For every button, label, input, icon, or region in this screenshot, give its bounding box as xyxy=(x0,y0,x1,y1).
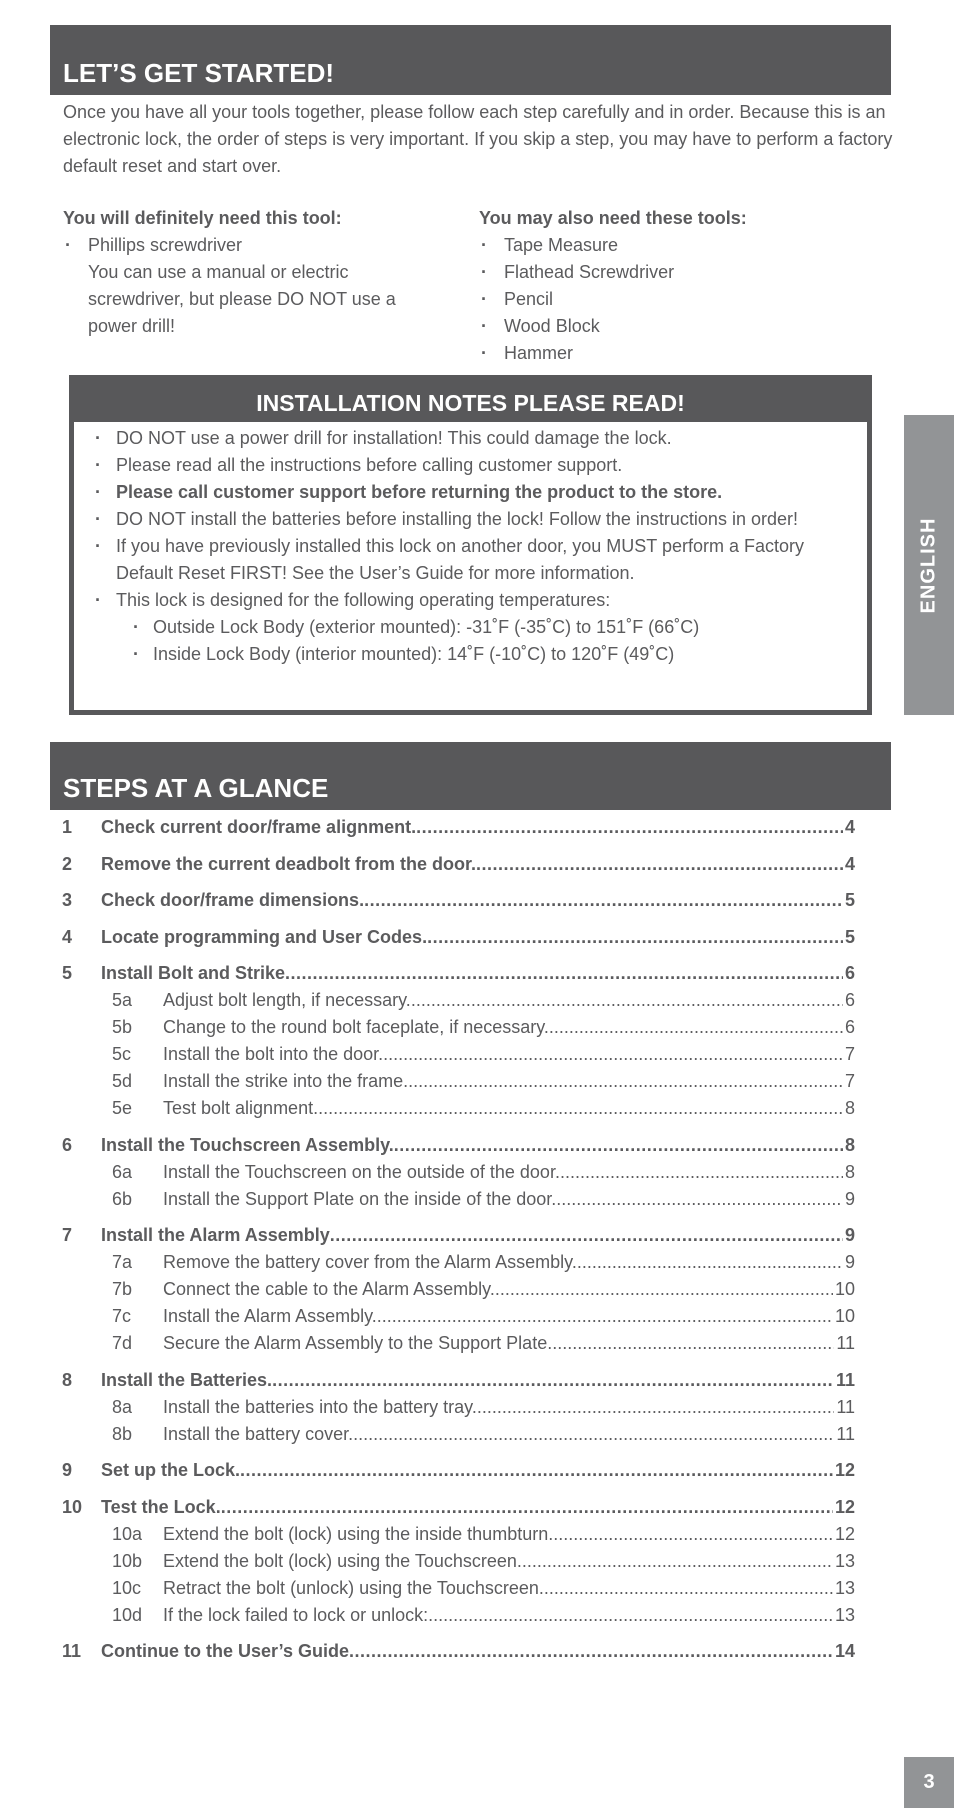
list-item: · DO NOT install the batteries before installing the lock! Follow the instructions in order! xyxy=(93,506,827,533)
toc-step-label: Continue to the User’s Guide xyxy=(101,1641,350,1661)
toc-step-label: Secure the Alarm Assembly to the Support Plate. xyxy=(163,1333,553,1353)
toc-dot-leader xyxy=(556,1186,843,1213)
toc-row xyxy=(62,1494,855,1521)
toc-step-number: 6 xyxy=(62,1134,73,1155)
toc-dot-leader xyxy=(544,1575,833,1602)
toc-dot-leader xyxy=(427,924,843,951)
list-item: · Hammer xyxy=(479,340,859,367)
toc-step-label: Test the Lock. xyxy=(101,1496,221,1517)
toc-page-number: 6 xyxy=(844,963,855,983)
section-title: STEPS AT A GLANCE xyxy=(63,773,329,803)
toc-dot-leader xyxy=(394,1132,843,1159)
toc-page-number: 13 xyxy=(834,1577,855,1598)
toc-step-label: Install the Alarm Assembly. xyxy=(163,1306,377,1326)
toc-step-number: 10d xyxy=(112,1604,143,1625)
toc-step-label: Test bolt alignment. xyxy=(163,1098,319,1118)
language-tab-label: ENGLISH xyxy=(917,517,940,613)
optional-tools xyxy=(479,205,859,367)
toc-row xyxy=(62,1014,855,1041)
list-item xyxy=(63,232,433,340)
toc-step-number: 5b xyxy=(112,1017,133,1037)
toc-dot-leader xyxy=(552,1330,834,1357)
intro-paragraph: Once you have all your tools together, please follow each step carefully and in order. Because this is an electronic lock, the order of steps is very important. If you skip a step, you may have to perform a factory default reset and start over. xyxy=(63,102,893,176)
toc-step-number: 10c xyxy=(112,1577,142,1598)
toc-step-number: 10 xyxy=(62,1496,83,1517)
toc-step-number: 5a xyxy=(112,990,133,1010)
toc-step-label: Install the strike into the frame. xyxy=(163,1071,409,1091)
toc-page-number: 11 xyxy=(836,1423,855,1444)
toc-step-number: 10b xyxy=(112,1550,143,1571)
section-banner-steps xyxy=(50,742,891,810)
toc-step-label: Install the batteries into the battery tray. xyxy=(163,1396,477,1417)
toc-row xyxy=(62,960,855,987)
list-item: · If you have previously installed this lock on another door, you MUST perform a Factory Default Reset FIRST! See the User’s Guide for more information. xyxy=(93,533,827,587)
list-item xyxy=(93,587,827,668)
toc-row xyxy=(62,1575,855,1602)
list-item: · Tape Measure xyxy=(479,232,859,259)
toc-page-number: 9 xyxy=(844,1188,855,1209)
required-tool-note: You can use a manual or electric screwdriver, but please DO NOT use a power drill! xyxy=(88,262,396,336)
toc-page-number: 4 xyxy=(844,853,855,874)
toc-step-number: 1 xyxy=(62,817,73,837)
toc-row xyxy=(62,1186,855,1213)
toc-step-label: Locate programming and User Codes. xyxy=(101,926,428,947)
toc-dot-leader xyxy=(221,1494,833,1521)
toc-step-number: 7b xyxy=(112,1279,133,1299)
toc-dot-leader xyxy=(349,1638,833,1665)
toc-row xyxy=(62,987,855,1014)
toc-step-number: 6b xyxy=(112,1188,133,1209)
installation-notes-title: INSTALLATION NOTES PLEASE READ! xyxy=(74,380,867,422)
toc-dot-leader xyxy=(330,1222,843,1249)
toc-step-label: Extend the bolt (lock) using the Touchscreen. xyxy=(163,1550,522,1571)
toc-dot-leader xyxy=(353,1421,834,1448)
toc-row xyxy=(62,1222,855,1249)
toc-page-number: 7 xyxy=(844,1044,855,1064)
toc-step-label: Set up the Lock. xyxy=(101,1460,241,1480)
toc-dot-leader xyxy=(383,1041,843,1068)
toc-step-number: 5d xyxy=(112,1071,133,1091)
toc-row xyxy=(62,1394,855,1421)
toc-step-label: If the lock failed to lock or unlock: xyxy=(163,1604,429,1625)
toc-page-number: 8 xyxy=(844,1161,855,1182)
toc-dot-leader xyxy=(416,814,843,841)
toc-page-number: 14 xyxy=(834,1641,855,1661)
optional-tools-heading: You may also need these tools: xyxy=(479,208,747,228)
toc-row xyxy=(62,1249,855,1276)
toc-row xyxy=(62,1303,855,1330)
toc-dot-leader xyxy=(377,1303,833,1330)
toc-step-label: Install the Alarm Assembly xyxy=(101,1225,330,1245)
toc-step-label: Install the Batteries. xyxy=(101,1369,273,1390)
temperature-intro: This lock is designed for the following operating temperatures: xyxy=(116,590,611,610)
toc-dot-leader xyxy=(549,1014,843,1041)
section-title: LET’S GET STARTED! xyxy=(63,58,335,88)
toc-step-number: 8b xyxy=(112,1423,133,1444)
list-item: · Inside Lock Body (interior mounted): 14˚F (-10˚C) to 120˚F (49˚C) xyxy=(131,641,827,668)
toc-step-number: 5 xyxy=(62,963,73,983)
list-item: · Flathead Screwdriver xyxy=(479,259,859,286)
toc-page-number: 13 xyxy=(834,1604,855,1625)
toc-step-number: 9 xyxy=(62,1460,73,1480)
toc-step-number: 7d xyxy=(112,1333,133,1353)
toc-dot-leader xyxy=(577,1249,843,1276)
toc-step-label: Adjust bolt length, if necessary. xyxy=(163,990,411,1010)
list-item: · DO NOT use a power drill for installation! This could damage the lock. xyxy=(93,425,827,452)
list-item: · Please call customer support before returning the product to the store. xyxy=(93,479,827,506)
toc-step-number: 7a xyxy=(112,1252,133,1272)
toc-step-label: Check current door/frame alignment. xyxy=(101,817,417,837)
list-item: · Pencil xyxy=(479,286,859,313)
page-number: 3 xyxy=(904,1757,954,1808)
toc-dot-leader xyxy=(477,1394,834,1421)
toc-step-label: Remove the battery cover from the Alarm Assembly. xyxy=(163,1252,577,1272)
toc-step-number: 7c xyxy=(112,1306,132,1326)
toc-dot-leader xyxy=(240,1457,833,1484)
toc-step-label: Check door/frame dimensions. xyxy=(101,890,365,910)
toc-page-number: 13 xyxy=(834,1550,855,1571)
required-tool-name: Phillips screwdriver xyxy=(88,235,243,255)
list-item: · Outside Lock Body (exterior mounted): -31˚F (-35˚C) to 151˚F (66˚C) xyxy=(131,614,827,641)
toc-row xyxy=(62,1095,855,1122)
toc-step-number: 8a xyxy=(112,1396,133,1417)
toc-row xyxy=(62,887,855,914)
toc-step-number: 7 xyxy=(62,1225,73,1245)
toc-step-number: 10a xyxy=(112,1523,143,1544)
toc-step-label: Install the Support Plate on the inside of the door. xyxy=(163,1188,557,1209)
toc-step-label: Retract the bolt (unlock) using the Touchscreen. xyxy=(163,1577,544,1598)
toc-dot-leader xyxy=(522,1548,833,1575)
toc-page-number: 9 xyxy=(844,1252,855,1272)
list-item: · Please read all the instructions before calling customer support. xyxy=(93,452,827,479)
toc-row xyxy=(62,1521,855,1548)
toc-row xyxy=(62,924,855,951)
toc-dot-leader xyxy=(428,1602,833,1629)
toc-step-number: 11 xyxy=(62,1641,82,1661)
toc-page-number: 10 xyxy=(834,1279,855,1299)
toc-row xyxy=(62,1421,855,1448)
toc-dot-leader xyxy=(364,887,843,914)
toc-step-number: 4 xyxy=(62,926,73,947)
toc-page-number: 12 xyxy=(834,1523,855,1544)
toc-page-number: 8 xyxy=(844,1134,855,1155)
required-tools xyxy=(63,205,433,340)
toc-step-label: Install the battery cover. xyxy=(163,1423,354,1444)
toc-step-number: 5e xyxy=(112,1098,133,1118)
toc-step-label: Connect the cable to the Alarm Assembly. xyxy=(163,1279,495,1299)
toc-page-number: 12 xyxy=(834,1496,855,1517)
toc-page-number: 9 xyxy=(844,1225,855,1245)
toc-row xyxy=(62,1330,855,1357)
toc-page-number: 6 xyxy=(844,1017,855,1037)
required-tools-heading: You will definitely need this tool: xyxy=(63,208,342,228)
section-banner-getting-started xyxy=(50,25,891,95)
toc-dot-leader xyxy=(408,1068,843,1095)
installation-notes-box xyxy=(69,375,872,715)
toc-row xyxy=(62,1548,855,1575)
language-tab xyxy=(904,415,954,715)
toc-step-label: Change to the round bolt faceplate, if necessary. xyxy=(163,1017,549,1037)
toc-dot-leader xyxy=(318,1095,843,1122)
toc-page-number: 4 xyxy=(844,817,855,837)
toc-dot-leader xyxy=(285,960,843,987)
toc-dot-leader xyxy=(560,1159,843,1186)
toc-row xyxy=(62,1276,855,1303)
toc-row xyxy=(62,1457,855,1484)
toc-row xyxy=(62,851,855,878)
toc-step-number: 5c xyxy=(112,1044,132,1064)
toc-page-number: 5 xyxy=(844,890,855,910)
toc-dot-leader xyxy=(272,1367,834,1394)
toc-row xyxy=(62,1159,855,1186)
toc-step-label: Install the Touchscreen Assembly. xyxy=(101,1134,394,1155)
toc-dot-leader xyxy=(495,1276,833,1303)
toc-step-label: Install the Touchscreen on the outside of the door. xyxy=(163,1161,560,1182)
toc-page-number: 11 xyxy=(835,1369,855,1390)
toc-step-number: 8 xyxy=(62,1369,73,1390)
toc-row xyxy=(62,1041,855,1068)
toc-row xyxy=(62,1132,855,1159)
toc-step-label: Remove the current deadbolt from the door. xyxy=(101,853,477,874)
toc-row xyxy=(62,1367,855,1394)
toc-step-label: Install Bolt and Strike xyxy=(101,963,286,983)
toc-step-number: 2 xyxy=(62,853,73,874)
toc-step-label: Extend the bolt (lock) using the inside thumbturn. xyxy=(163,1523,554,1544)
toc-row xyxy=(62,1638,855,1665)
toc-row xyxy=(62,814,855,841)
toc-page-number: 12 xyxy=(834,1460,855,1480)
toc-row xyxy=(62,1068,855,1095)
steps-table-of-contents xyxy=(62,814,855,1665)
toc-page-number: 6 xyxy=(844,990,855,1010)
toc-page-number: 10 xyxy=(834,1306,855,1326)
list-item: · Wood Block xyxy=(479,313,859,340)
toc-step-label: Install the bolt into the door. xyxy=(163,1044,384,1064)
toc-row xyxy=(62,1602,855,1629)
toc-page-number: 5 xyxy=(844,926,855,947)
toc-page-number: 8 xyxy=(844,1098,855,1118)
toc-dot-leader xyxy=(476,851,843,878)
toc-step-number: 3 xyxy=(62,890,73,910)
toc-page-number: 7 xyxy=(844,1071,855,1091)
toc-page-number: 11 xyxy=(836,1396,855,1417)
toc-step-number: 6a xyxy=(112,1161,133,1182)
toc-dot-leader xyxy=(553,1521,833,1548)
toc-page-number: 11 xyxy=(836,1333,855,1353)
toc-dot-leader xyxy=(411,987,843,1014)
